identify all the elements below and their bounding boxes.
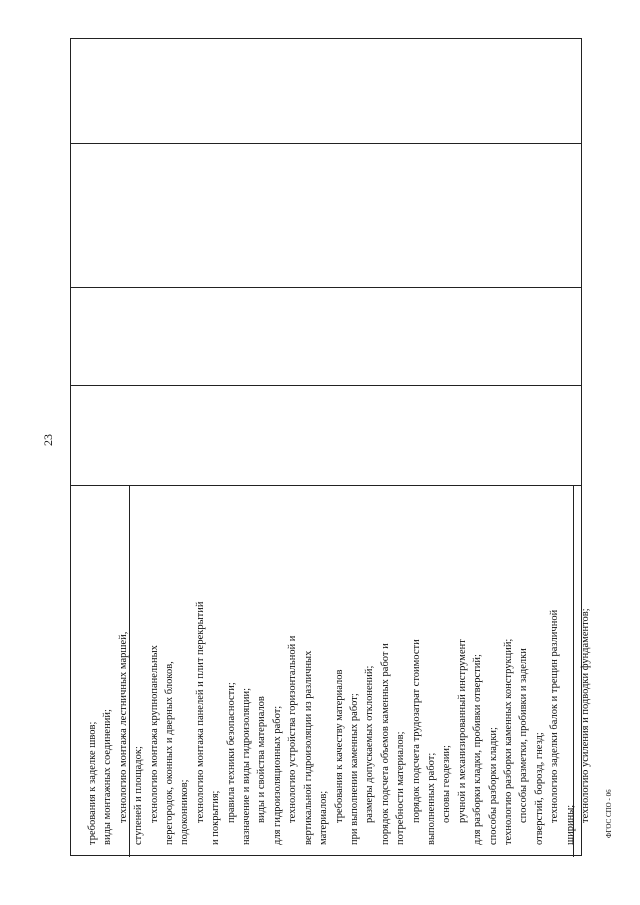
content-line: вертикальной гидроизоляции из различных xyxy=(302,650,314,845)
content-line: технологию монтажа крупнопанельных xyxy=(148,645,160,823)
content-line: для разборки кладки, пробивки отверстий; xyxy=(472,654,484,845)
content-line: материалов; xyxy=(318,790,330,845)
content-line: технологию заделки балок и трещин различной xyxy=(549,609,561,823)
content-line: ширины; xyxy=(564,804,576,845)
content-line: виды и свойства материалов xyxy=(256,696,268,823)
content-line: технологию усиления и подводки фундаментов; xyxy=(580,608,591,823)
content-line: правила техники безопасности; xyxy=(225,682,237,823)
content-line: потребности материалов; xyxy=(395,731,407,845)
content-line: способы разборки кладки; xyxy=(487,727,499,845)
content-line: размеры допускаемых отклонений; xyxy=(364,665,376,823)
content-line: порядок подсчета трудозатрат стоимости xyxy=(410,639,422,823)
footer-label: ФГОС СПО - 06 xyxy=(605,789,613,838)
content-line: технологию разборки каменных конструкций; xyxy=(502,638,514,845)
content-line: назначение и виды гидроизоляции; xyxy=(241,687,253,845)
content-line: основы геодезии; xyxy=(441,745,453,823)
content-line: ручной и механизированный инструмент xyxy=(456,639,468,823)
content-line: для гидроизоляционных работ; xyxy=(271,705,283,845)
content-line: отверстий, борозд, гнезд; xyxy=(533,732,545,845)
content-line: технологию устройства горизонтальной и xyxy=(287,635,299,823)
content-line: способы разметки, пробивки и заделки xyxy=(518,648,530,823)
column-divider xyxy=(71,143,581,144)
column-divider xyxy=(71,385,581,386)
content-line: порядок подсчета объемов каменных работ и xyxy=(379,643,391,845)
content-line: ступеней и площадок; xyxy=(133,746,145,845)
content-line: перегородок, оконных и дверных блоков, xyxy=(164,661,176,845)
page-number: 23 xyxy=(41,434,55,446)
competency-text xyxy=(85,485,593,845)
content-line: при выполнении каменных работ; xyxy=(348,693,360,845)
content-line: и покрытия; xyxy=(210,790,222,845)
content-line: выполненных работ; xyxy=(425,752,437,845)
content-line: виды монтажных соединений; xyxy=(102,709,114,845)
content-line: технологию монтажа лестничных маршей, xyxy=(117,631,129,823)
content-line: технологию монтажа панелей и плит перекрытий xyxy=(194,601,206,823)
content-line: подоконников; xyxy=(179,779,191,845)
content-line: требования к заделке швов; xyxy=(87,721,98,845)
column-divider xyxy=(71,287,581,288)
content-line: требования к качеству материалов xyxy=(333,669,345,823)
